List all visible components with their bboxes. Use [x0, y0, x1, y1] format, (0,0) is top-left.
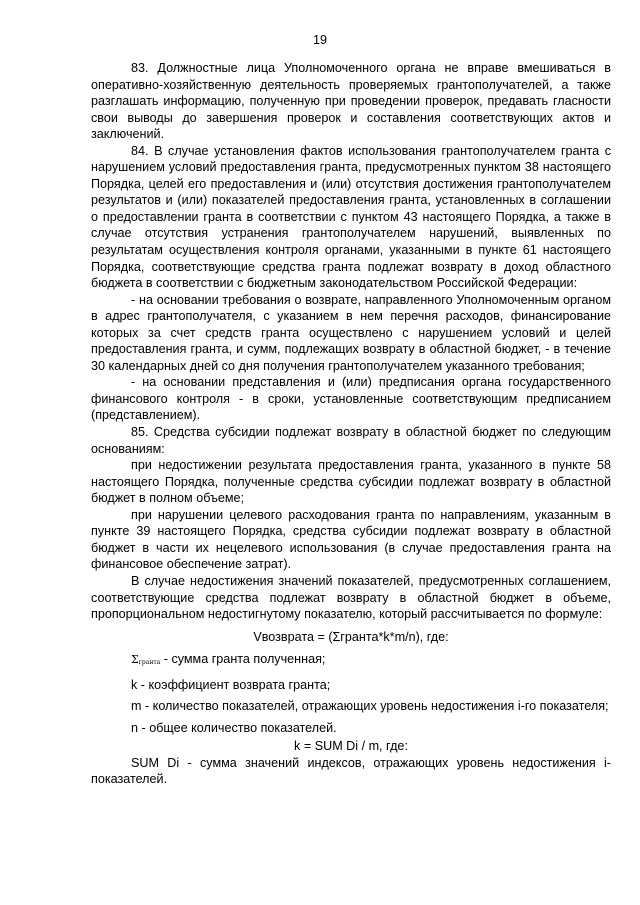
sigma-symbol: Σ — [131, 653, 139, 667]
sigma-subscript: гранта — [138, 659, 161, 667]
paragraph-84-item-b: - на основании представления и (или) предписания органа государственного финансового контроля - в сроки, установленные соответствующим предписанием (представлением). — [91, 375, 611, 423]
paragraph-85-formula-intro: В случае недостижения значений показателей, предусмотренных соглашением, соответствующие средства подлежат возврату в областной бюджет в объеме, пропорциональном недостигнутому показателю, который рассчитывается по формуле: — [91, 573, 611, 622]
definition-n: n - общее количество показателей. — [131, 720, 337, 735]
paragraph-85: 85. Средства субсидии подлежат возврату в областной бюджет по следующим основаниям: — [91, 425, 611, 456]
paragraph-83: 83. Должностные лица Уполномоченного органа не вправе вмешиваться в оперативно-хозяйственную деятельность проверяемых грантополучателей, а также разглашать информацию, полученную при проведении проверок, предавать гласности свои выводы до завершения проверок и составления соответствующих актов и заключений. — [91, 61, 611, 142]
paragraph-85-item-b: при нарушении целевого расходования гранта по направлениям, указанным в пункте 39 настоящего Порядка, средства субсидии подлежат возврату в областной бюджет в части их нецелевого использования (в случае предоставления гранта на финансовое обеспечение затрат). — [91, 507, 611, 572]
definition-m: m - количество показателей, отражающих уровень недостижения i-го показателя; — [131, 699, 609, 714]
document-body — [91, 60, 611, 788]
page-number: 19 — [312, 33, 327, 47]
sigma-description: - сумма гранта полученная; — [160, 652, 326, 667]
formula-refund: Vвозврата = (Σгранта*k*m/n), где: — [253, 629, 449, 644]
definition-k: k - коэффициент возврата гранта; — [131, 677, 331, 692]
formula-coefficient: k = SUM Di / m, где: — [294, 739, 408, 754]
paragraph-84: 84. В случае установления фактов использования грантополучателем гранта с нарушением условий предоставления гранта, предусмотренных пунктом 38 настоящего Порядка, целей его предоставления и (или) отсутствия достижения грантополучателем результатов и (или) показателей предоставления гранта, установленных в соглашении о предоставлении гранта в соответствии с пунктом 43 настоящего Порядка, а также в случае отсутствия устранения грантополучателем нарушений, выявленных по результатам осуществления контроля органами, указанными в пункте 61 настоящего Порядка, соответствующие средства гранта подлежат возврату в доход областного бюджета в соответствии с бюджетным законодательством Российской Федерации: — [91, 143, 611, 291]
definition-sigma — [91, 649, 611, 672]
paragraph-85-item-a: при недостижении результата предоставления гранта, указанного в пункте 58 настоящего Порядка, полученные средства субсидии подлежат возврату в областной бюджет в полном объеме; — [91, 458, 611, 506]
paragraph-84-item-a: - на основании требования о возврате, направленного Уполномоченным органом в адрес грантополучателя, с указанием в нем перечня расходов, финансирование которых за счет средств гранта осуществлено с нарушением условий и целей предоставления гранта, и сумм, подлежащих возврату в областной бюджет, - в течение 30 календарных дней со дня получения грантополучателем указанного требования; — [91, 292, 611, 373]
definition-sum-di: SUM Di - сумма значений индексов, отражающих уровень недостижения i-показателей. — [91, 755, 611, 787]
